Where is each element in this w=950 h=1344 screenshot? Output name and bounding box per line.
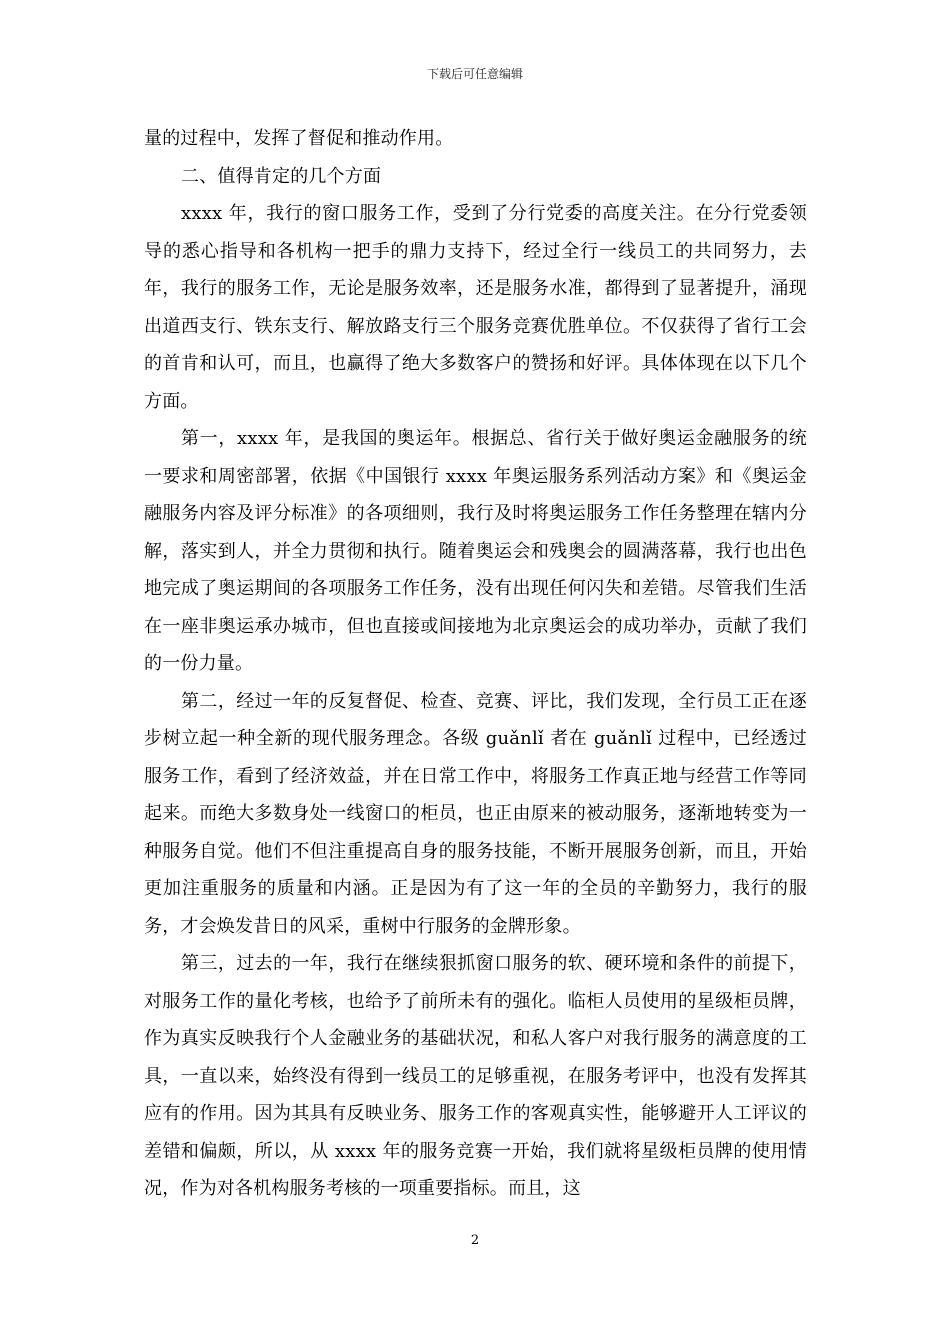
paragraph-second-point: 第二，经过一年的反复督促、检查、竞赛、评比，我们发现，全行员工正在逐步树立起一种全新的现代服务理念。各级 guǎnlǐ 者在 guǎnlǐ 过程中，已经透过服务工作，看到了经济效益，并在日常工作中，将服务工作真正地与经营工作等同起来。而绝大多数身处一线窗口的柜员，也正由原来的被动服务，逐渐地转变为一种服务自觉。他们不但注重提高自身的服务技能，不断开展服务创新，而且，开始更加注重服务的质量和内涵。正是因为有了这一年的全员的辛勤努力，我行的服务，才会焕发昔日的风采，重树中行服务的金牌形象。 — [144, 690, 807, 937]
paragraph-continuation: 量的过程中，发挥了督促和推动作用。 — [144, 128, 454, 149]
paragraph-first-point: 第一，xxxx 年，是我国的奥运年。根据总、省行关于做好奥运金融服务的统一要求和周密部署，依据《中国银行 xxxx 年奥运服务系列活动方案》和《奥运金融服务内容及评分标准》的各项细则，我行及时将奥运服务工作任务整理在辖内分解，落实到人，并全力贯彻和执行。随着奥运会和残奥会的圆满落幕，我行也出色地完成了奥运期间的各项服务工作任务，没有出现任何闪失和差错。尽管我们生活在一座非奥运承办城市，但也直接或间接地为北京奥运会的成功举办，贡献了我们的一份力量。 — [144, 428, 807, 674]
document-body — [144, 120, 807, 1208]
page-header: 下载后可任意编辑 — [426, 67, 523, 81]
page-number: 2 — [470, 1233, 480, 1248]
section-heading: 二、值得肯定的几个方面 — [181, 165, 382, 187]
paragraph-overview: xxxx 年，我行的窗口服务工作，受到了分行党委的高度关注。在分行党委领导的悉心指导和各机构一把手的鼎力支持下，经过全行一线员工的共同努力，去年，我行的服务工作，无论是服务效率，还是服务水准，都得到了显著提升，涌现出道西支行、铁东支行、解放路支行三个服务竞赛优胜单位。不仅获得了省行工会的首肯和认可，而且，也赢得了绝大多数客户的赞扬和好评。具体体现在以下几个方面。 — [144, 203, 807, 412]
paragraph-third-point: 第三，过去的一年，我行在继续狠抓窗口服务的软、硬环境和条件的前提下，对服务工作的量化考核，也给予了前所未有的强化。临柜人员使用的星级柜员牌，作为真实反映我行个人金融业务的基础状况，和私人客户对我行服务的满意度的工具，一直以来，始终没有得到一线员工的足够重视，在服务考评中，也没有发挥其应有的作用。因为其具有反映业务、服务工作的客观真实性，能够避开人工评议的差错和偏颇，所以，从 xxxx 年的服务竞赛一开始，我们就将星级柜员牌的使用情况，作为对各机构服务考核的一项重要指标。而且，这 — [144, 953, 807, 1199]
